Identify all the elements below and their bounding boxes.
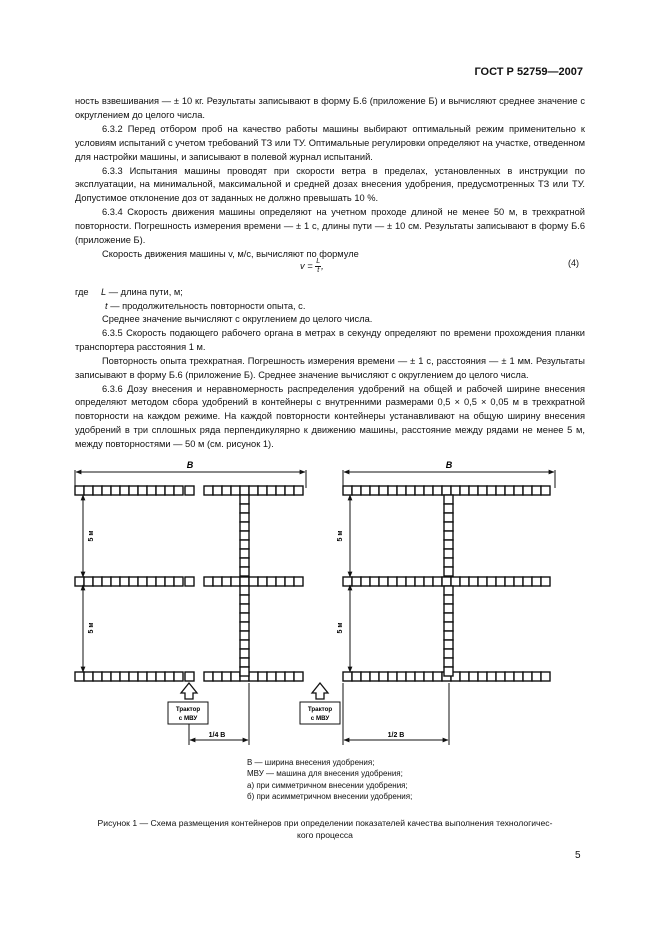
container-cell	[415, 672, 424, 681]
container-cell	[240, 604, 249, 613]
container-cell	[444, 531, 453, 540]
where-desc: — продолжительность повторности опыта, с.	[110, 301, 306, 311]
container-cell	[541, 486, 550, 495]
container-cell	[433, 577, 442, 586]
where-symbol: t	[105, 301, 108, 311]
container-cell	[156, 672, 165, 681]
container-cell	[406, 672, 415, 681]
container-cell	[258, 577, 267, 586]
container-cell	[444, 649, 453, 658]
container-cell	[343, 672, 352, 681]
offset-label-right: 1/2 B	[387, 732, 405, 739]
container-cell	[294, 672, 303, 681]
paragraph-rounding: Среднее значение вычисляют с округлением до целого числа.	[102, 314, 373, 324]
formula-denominator: t	[317, 267, 320, 274]
container-cell	[138, 486, 147, 495]
container-cell	[156, 577, 165, 586]
container-cell	[444, 613, 453, 622]
container-cell	[397, 577, 406, 586]
container-cell	[444, 513, 453, 522]
container-cell	[276, 577, 285, 586]
container-cell	[388, 577, 397, 586]
container-cell	[343, 577, 352, 586]
container-cell	[294, 577, 303, 586]
container-cell	[361, 486, 370, 495]
container-cell	[120, 486, 129, 495]
container-cell	[185, 486, 194, 495]
spacing-label: 5 м	[337, 530, 344, 542]
container-cell	[222, 577, 231, 586]
container-cell	[138, 577, 147, 586]
container-cell	[444, 640, 453, 649]
paragraph-6-3-5: 6.3.5 Скорость подающего рабочего органа в метрах в секунду определяют по времени прохождения планки транспортера расстояния 1 м.	[75, 327, 585, 352]
formula-number: (4)	[568, 258, 579, 268]
container-cell	[240, 486, 249, 495]
container-cell	[222, 486, 231, 495]
container-cell	[424, 577, 433, 586]
container-cell	[487, 672, 496, 681]
tractor-label-line1: Трактор	[175, 706, 201, 713]
container-cell	[204, 577, 213, 586]
container-cell	[444, 495, 453, 504]
formula-tail: ,	[321, 260, 324, 271]
tractor-label-line2: с МВУ	[178, 715, 198, 722]
container-cell	[505, 672, 514, 681]
where-desc: — длина пути, м;	[108, 287, 183, 297]
container-cell	[444, 504, 453, 513]
container-cell	[514, 577, 523, 586]
container-cell	[84, 486, 93, 495]
container-cell	[379, 486, 388, 495]
width-label-left: B	[186, 460, 194, 470]
container-cell	[433, 672, 442, 681]
tractor-label-line2: с МВУ	[310, 715, 330, 722]
container-cell	[379, 672, 388, 681]
container-cell	[129, 577, 138, 586]
container-cell	[444, 522, 453, 531]
container-cell	[433, 486, 442, 495]
container-cell	[424, 672, 433, 681]
container-cell	[240, 658, 249, 667]
figure-caption	[60, 817, 590, 841]
container-cell	[532, 577, 541, 586]
container-cell	[129, 672, 138, 681]
container-cell	[505, 577, 514, 586]
container-cell	[174, 486, 183, 495]
container-cell	[444, 604, 453, 613]
container-cell	[240, 613, 249, 622]
container-cell	[240, 577, 249, 586]
container-cell	[514, 672, 523, 681]
container-cell	[240, 567, 249, 576]
container-cell	[397, 486, 406, 495]
container-cell	[111, 486, 120, 495]
container-cell	[147, 577, 156, 586]
container-cell	[444, 658, 453, 667]
container-cell	[240, 513, 249, 522]
container-cell	[240, 649, 249, 658]
container-cell	[240, 640, 249, 649]
container-cell	[460, 486, 469, 495]
container-cell	[541, 577, 550, 586]
container-cell	[138, 672, 147, 681]
container-cell	[451, 577, 460, 586]
container-cell	[487, 577, 496, 586]
container-cell	[370, 577, 379, 586]
container-cell	[469, 486, 478, 495]
container-cell	[102, 672, 111, 681]
container-cell	[213, 672, 222, 681]
container-cell	[84, 672, 93, 681]
container-cell	[185, 577, 194, 586]
spacing-label: 5 м	[88, 530, 95, 542]
container-cell	[496, 577, 505, 586]
paragraph-6-3-4: 6.3.4 Скорость движения машины определяют на учетном проходе длиной не менее 50 м, в трехкратной повторности. Погрешность измерения времени — ± 1 с, длины пути — ± 10 см. Результаты записывают в форму Б.6 (приложение Б).	[75, 207, 585, 246]
container-cell	[240, 540, 249, 549]
container-cell	[496, 672, 505, 681]
container-cell	[258, 672, 267, 681]
caption-line-2: кого процесса	[297, 830, 353, 840]
container-cell	[165, 486, 174, 495]
container-cell	[285, 672, 294, 681]
container-cell	[231, 577, 240, 586]
container-cell	[478, 672, 487, 681]
container-cell	[240, 595, 249, 604]
container-cell	[406, 486, 415, 495]
container-cell	[267, 672, 276, 681]
container-cell	[213, 577, 222, 586]
container-cell	[505, 486, 514, 495]
formula-lhs: v =	[300, 260, 313, 271]
container-cell	[75, 577, 84, 586]
container-cell	[120, 672, 129, 681]
container-cell	[460, 672, 469, 681]
container-cell	[129, 486, 138, 495]
container-cell	[240, 622, 249, 631]
container-cell	[444, 586, 453, 595]
container-cell	[75, 486, 84, 495]
where-symbol: L	[101, 287, 107, 297]
container-cell	[258, 486, 267, 495]
container-cell	[352, 672, 361, 681]
legend-item: B — ширина внесения удобрения;	[247, 758, 375, 767]
container-cell	[397, 672, 406, 681]
where-intro: где	[75, 287, 89, 297]
paragraph-continuation: ность взвешивания — ± 10 кг. Результаты записывают в форму Б.6 (приложение Б) и вычисляют среднее значение с округлением до целого числа.	[75, 96, 585, 120]
container-cell	[415, 577, 424, 586]
container-cell	[222, 672, 231, 681]
caption-line-1: Рисунок 1 — Схема размещения контейнеров при определении показателей качества выполнения технологичес-	[97, 818, 553, 828]
container-cell	[444, 622, 453, 631]
container-cell	[444, 631, 453, 640]
container-cell	[267, 577, 276, 586]
container-cell	[444, 549, 453, 558]
container-cell	[102, 486, 111, 495]
container-cell	[240, 522, 249, 531]
tractor-arrow-left	[168, 683, 208, 724]
container-cell	[276, 486, 285, 495]
width-dimension-right	[343, 460, 555, 488]
page-number: 5	[575, 850, 581, 861]
container-cell	[240, 667, 249, 676]
container-cell	[444, 667, 453, 676]
legend-item: б) при асимметричном внесении удобрения;	[247, 792, 413, 802]
container-cell	[444, 558, 453, 567]
container-cell	[267, 486, 276, 495]
container-cell	[294, 486, 303, 495]
container-cell	[249, 486, 258, 495]
paragraph-repeat: Повторность опыта трехкратная. Погрешность измерения времени — ± 1 с, расстояния — ± 1 мм. Результаты записывают в форму Б.6 (приложение Б). Среднее значение вычисляют с округлением до целого числа.	[75, 355, 585, 380]
container-cell	[478, 486, 487, 495]
container-cell	[487, 486, 496, 495]
width-label-right: B	[445, 460, 453, 470]
container-cell	[352, 486, 361, 495]
container-cell	[379, 577, 388, 586]
container-cell	[213, 486, 222, 495]
container-cell	[478, 577, 487, 586]
container-cell	[370, 486, 379, 495]
container-cell	[415, 486, 424, 495]
container-cell	[460, 577, 469, 586]
container-cell	[442, 577, 451, 586]
paragraph-formula-intro: Скорость движения машины v, м/с, вычисляют по формуле	[102, 248, 359, 259]
container-cell	[541, 672, 550, 681]
container-cell	[285, 577, 294, 586]
legend-item: а) при симметричном внесении удобрения;	[247, 780, 408, 790]
container-cell	[285, 486, 294, 495]
container-cell	[523, 577, 532, 586]
formula-numerator: L	[316, 258, 321, 265]
container-cell	[532, 486, 541, 495]
container-cell	[343, 486, 352, 495]
container-cell	[523, 486, 532, 495]
container-cell	[111, 672, 120, 681]
tractor-label-line1: Трактор	[307, 706, 333, 713]
container-cell	[102, 577, 111, 586]
container-cell	[174, 577, 183, 586]
paragraph-6-3-3: 6.3.3 Испытания машины проводят при скорости ветра в пределах, установленных в инструкции по эксплуатации, на минимальной, максимальной и средней дозах внесения удобрения, предусмотренных ТЗ или ТУ. Допустимое отклонение доз от заданных не должно превышать 10 %.	[75, 165, 585, 204]
container-cell	[185, 672, 194, 681]
container-cell	[370, 672, 379, 681]
container-cell	[240, 586, 249, 595]
container-cell	[406, 577, 415, 586]
container-cell	[93, 486, 102, 495]
spacing-label: 5 м	[337, 622, 344, 634]
container-cell	[231, 672, 240, 681]
container-cell	[165, 672, 174, 681]
container-cell	[111, 577, 120, 586]
container-cell	[424, 486, 433, 495]
spacing-label: 5 м	[88, 622, 95, 634]
paragraph-6-3-6: 6.3.6 Дозу внесения и неравномерность распределения удобрений на общей и рабочей ширине внесения определяют методом сбора удобрений в контейнеры с внутренними размерами 0,5 × 0,5 × 0,05 м в трехкратной повторности на каждом режиме. На каждой повторности контейнеры устанавливают на общую ширину внесения удобрений в три сплошных ряда перпендикулярно к движению машины, расстояние между рядами не менее 5 м, между повторностями — 50 м (см. рисунок 1).	[75, 383, 585, 450]
container-cell	[444, 540, 453, 549]
container-cell	[240, 631, 249, 640]
legend-item: МВУ — машина для внесения удобрения;	[247, 769, 403, 779]
container-cell	[496, 486, 505, 495]
container-cell	[147, 486, 156, 495]
container-cell	[204, 486, 213, 495]
width-dimension-left	[75, 460, 306, 488]
document-header: ГОСТ Р 52759—2007	[474, 66, 583, 78]
container-cell	[165, 577, 174, 586]
container-cell	[93, 577, 102, 586]
container-cell	[249, 672, 258, 681]
container-cell	[156, 486, 165, 495]
container-cell	[276, 672, 285, 681]
container-cell	[361, 577, 370, 586]
container-cell	[388, 672, 397, 681]
container-cell	[240, 504, 249, 513]
container-cell	[120, 577, 129, 586]
offset-label-left: 1/4 B	[208, 732, 226, 739]
container-cell	[388, 486, 397, 495]
container-cell	[451, 486, 460, 495]
container-cell	[147, 672, 156, 681]
container-cell	[174, 672, 183, 681]
container-cell	[444, 595, 453, 604]
container-cell	[352, 577, 361, 586]
container-cell	[469, 672, 478, 681]
offset-dimension-right	[343, 683, 449, 745]
container-cell	[204, 672, 213, 681]
container-cell	[514, 486, 523, 495]
container-cell	[444, 567, 453, 576]
container-cell	[442, 486, 451, 495]
container-cell	[361, 672, 370, 681]
container-cell	[249, 577, 258, 586]
container-cell	[240, 558, 249, 567]
container-cell	[75, 672, 84, 681]
paragraph-6-3-2: 6.3.2 Перед отбором проб на качество работы машины выбирают оптимальный режим применительно к условиям испытаний с учетом требований ТЗ или ТУ. Оптимальные регулировки определяют на участке, отведенном для настройки машины, и записывают в полевой журнал испытаний.	[75, 123, 585, 162]
container-cell	[231, 486, 240, 495]
container-cell	[240, 495, 249, 504]
container-cell	[240, 531, 249, 540]
container-cell	[84, 577, 93, 586]
container-cell	[469, 577, 478, 586]
container-cell	[93, 672, 102, 681]
container-cell	[523, 672, 532, 681]
container-cell	[532, 672, 541, 681]
tractor-arrow-right	[300, 683, 340, 724]
figure-legend	[247, 757, 412, 803]
container-cell	[240, 549, 249, 558]
